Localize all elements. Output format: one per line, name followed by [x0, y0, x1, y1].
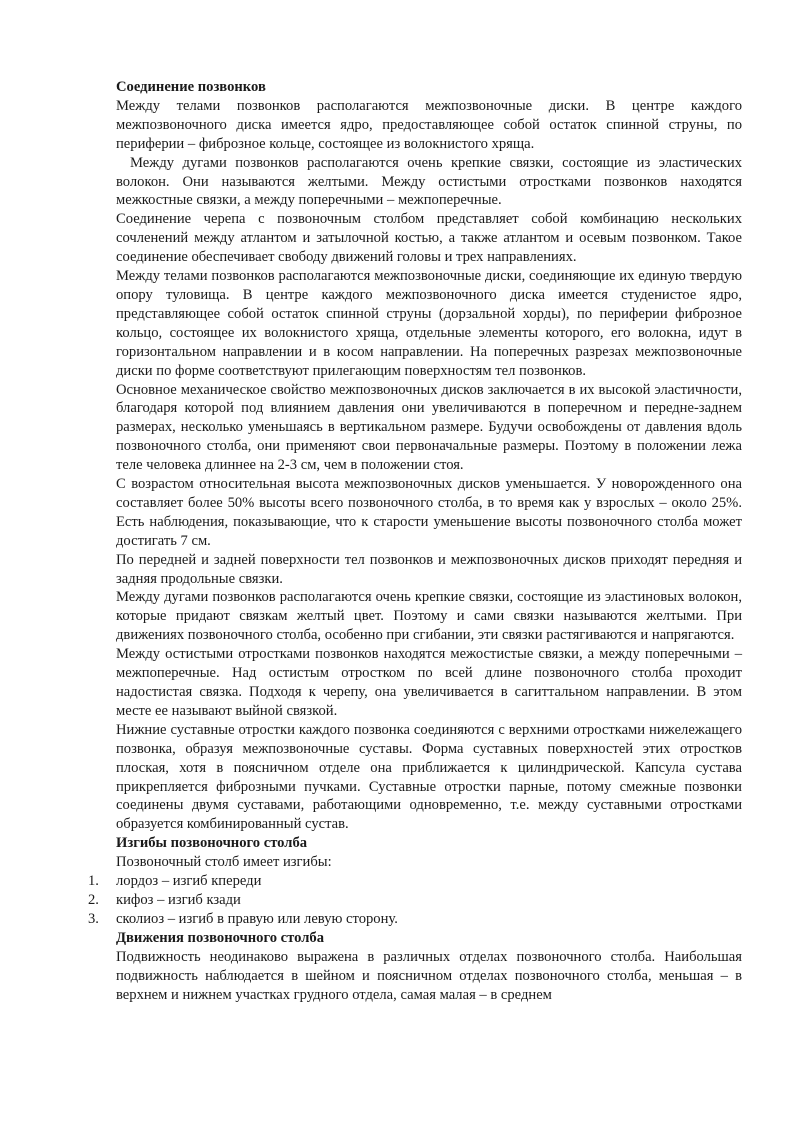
- list-item: [88, 872, 742, 891]
- paragraph: Соединение черепа с позвоночным столбом представляет собой комбинацию нескольких сочленений между атлантом и затылочной костью, а также атлантом и осевым позвонком. Такое соединение обеспечивает свободу движений головы и трех направлениях.: [116, 211, 742, 266]
- list-number: 2.: [88, 891, 99, 908]
- list-item: [88, 910, 742, 929]
- paragraph: С возрастом относительная высота межпозвоночных дисков уменьшается. У новорожденного она составляет более 50% высоты всего позвоночного столба, в то время как у взрослых – около 25%. Есть наблюдения, показывающие, что к старости уменьшение высоты позвоночного столба может достигать 7 см.: [116, 476, 742, 549]
- bends-intro: Позвоночный столб имеет изгибы:: [116, 854, 332, 871]
- list-item-text: лордоз – изгиб кпереди: [116, 873, 262, 890]
- list-item-text: кифоз – изгиб кзади: [116, 891, 241, 908]
- document-page: [88, 78, 742, 1004]
- list-number: 3.: [88, 910, 99, 927]
- section-heading-bends: Изгибы позвоночного столба: [116, 835, 308, 852]
- paragraph: Между дугами позвонков располагаются очень крепкие связки, состоящие из эластических волокон. Они называются желтыми. Между остистыми отростками позвонков находятся межкостные связки, а между поперечными – межпоперечные.: [116, 154, 742, 209]
- paragraph: Нижние суставные отростки каждого позвонка соединяются с верхними отростками нижележащего позвонка, образуя межпозвоночные суставы. Форма суставных поверхностей этих отростков плоская, хотя в поясничном отделе она приближается к цилиндрической. Капсула сустава прикрепляется фиброзными пучками. Суставные отростки парные, потому смежные позвонки соединены двумя суставами, работающими одновременно, т.е. между суставными отростками образуется комбинированный сустав.: [116, 721, 742, 833]
- section-heading-joints: Соединение позвонков: [116, 79, 266, 95]
- list-number: 1.: [88, 873, 99, 890]
- list-item-text: сколиоз – изгиб в правую или левую сторону.: [116, 910, 398, 927]
- paragraph: Между телами позвонков располагаются межпозвоночные диски. В центре каждого межпозвоночного диска имеется ядро, предоставляющее собой остаток спинной струны, по периферии – фиброзное кольце, состоящее из волокнистого хряща.: [116, 97, 742, 152]
- paragraph: Основное механическое свойство межпозвоночных дисков заключается в их высокой эластичности, благодаря которой под влиянием давления они увеличиваются в поперечном и передне-заднем размерах, несколько уменьшаясь в вертикальном размере. Будучи освобождены от давления вдоль позвоночного столба, они применяют свои первоначальные размеры. Поэтому в положении лежа теле человека длиннее на 2-3 см, чем в положении стоя.: [116, 381, 742, 474]
- paragraph: По передней и задней поверхности тел позвонков и межпозвоночных дисков приходят передняя и задняя продольные связки.: [116, 551, 742, 587]
- paragraph: Подвижность неодинаково выражена в различных отделах позвоночного столба. Наибольшая подвижность наблюдается в шейном и поясничном отделах позвоночного столба, меньшая – в верхнем и нижнем участках грудного отдела, самая малая – в среднем: [116, 948, 742, 1003]
- paragraph: Между остистыми отростками позвонков находятся межостистые связки, а между поперечными – межпоперечные. Над остистым отростком по всей длине позвоночного столба проходит надостистая связка. Подходя к черепу, она увеличивается в сагиттальном направлении. В этом месте ее называют выйной связкой.: [116, 646, 742, 719]
- list-item: [88, 891, 742, 910]
- paragraph: Между дугами позвонков располагаются очень крепкие связки, состоящие из эластиновых волокон, которые придают связкам желтый цвет. Поэтому и сами связки называются желтыми. При движениях позвоночного столба, особенно при сгибании, эти связки растягиваются и напрягаются.: [116, 589, 742, 644]
- section-heading-movement: Движения позвоночного столба: [116, 929, 325, 946]
- bends-list: [88, 872, 742, 929]
- paragraph: Между телами позвонков располагаются межпозвоночные диски, соединяющие их единую твердую опору туловища. В центре каждого межпозвоночного диска имеется студенистое ядро, представляющее собой остаток спинной струны (дорзальной хорды), по периферии фиброзное кольцо, состоящее их волокнистого хряща, отдельные элементы которого, его волокна, идут в горизонтальном направлении и в косом направлении. На поперечных разрезах межпозвоночные диски по форме соответствуют прилегающим поверхностям тел позвонков.: [116, 268, 742, 379]
